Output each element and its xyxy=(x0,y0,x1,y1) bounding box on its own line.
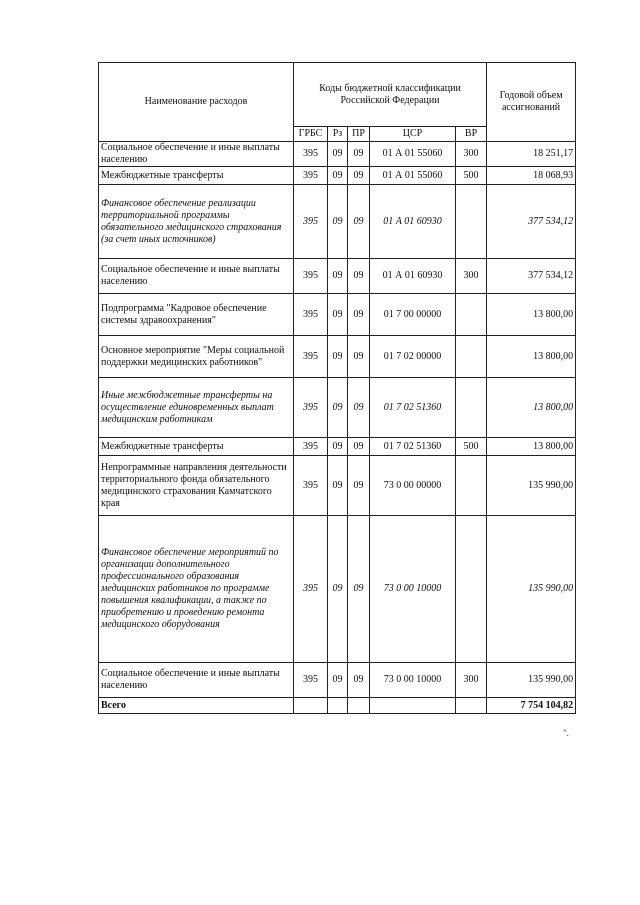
cell-pr: 09 xyxy=(348,167,370,185)
cell-pr: 09 xyxy=(348,259,370,294)
cell-vr: 300 xyxy=(456,259,487,294)
column-header-rz: Рз xyxy=(328,127,348,142)
cell-csr: 73 0 00 00000 xyxy=(370,456,456,516)
table-row xyxy=(99,378,576,438)
cell-grbs: 395 xyxy=(294,378,328,438)
cell-sum: 13 800,00 xyxy=(487,336,576,378)
column-header-sum: Годовой объем ассигнований xyxy=(487,63,576,142)
column-header-grbs: ГРБС xyxy=(294,127,328,142)
cell-pr: 09 xyxy=(348,516,370,663)
header-row xyxy=(99,63,576,127)
empty-cell xyxy=(294,698,328,714)
cell-sum: 18 068,93 xyxy=(487,167,576,185)
cell-grbs: 395 xyxy=(294,438,328,456)
cell-name: Социальное обеспечение и иные выплаты населению xyxy=(99,142,294,167)
cell-csr: 01 7 00 00000 xyxy=(370,294,456,336)
cell-name: Социальное обеспечение и иные выплаты населению xyxy=(99,259,294,294)
cell-name: Социальное обеспечение и иные выплаты населению xyxy=(99,663,294,698)
table-row xyxy=(99,336,576,378)
cell-rz: 09 xyxy=(328,516,348,663)
cell-pr: 09 xyxy=(348,663,370,698)
cell-grbs: 395 xyxy=(294,259,328,294)
cell-vr: 500 xyxy=(456,438,487,456)
column-header-csr: ЦСР xyxy=(370,127,456,142)
table-row xyxy=(99,167,576,185)
table-row xyxy=(99,185,576,259)
cell-vr xyxy=(456,456,487,516)
cell-name: Межбюджетные трансферты xyxy=(99,167,294,185)
column-header-vr: ВР xyxy=(456,127,487,142)
cell-rz: 09 xyxy=(328,336,348,378)
cell-name: Подпрограмма "Кадровое обеспечение системы здравоохранения" xyxy=(99,294,294,336)
cell-grbs: 395 xyxy=(294,167,328,185)
column-header-name: Наименование расходов xyxy=(99,63,294,142)
cell-grbs: 395 xyxy=(294,142,328,167)
cell-name: Межбюджетные трансферты xyxy=(99,438,294,456)
cell-sum: 13 800,00 xyxy=(487,378,576,438)
table-row xyxy=(99,438,576,456)
cell-rz: 09 xyxy=(328,167,348,185)
cell-rz: 09 xyxy=(328,438,348,456)
cell-sum: 135 990,00 xyxy=(487,663,576,698)
cell-name: Финансовое обеспечение мероприятий по организации дополнительного профессионального образования медицинских работников по программе повышения квалификации, а также по приобретению и проведению ремонта медицинского оборудования xyxy=(99,516,294,663)
table-row xyxy=(99,294,576,336)
cell-name: Непрограммные направления деятельности территориального фонда обязательного медицинского страхования Камчатского края xyxy=(99,456,294,516)
cell-sum: 135 990,00 xyxy=(487,456,576,516)
cell-pr: 09 xyxy=(348,456,370,516)
cell-vr: 300 xyxy=(456,142,487,167)
cell-csr: 73 0 00 10000 xyxy=(370,663,456,698)
cell-vr: 300 xyxy=(456,663,487,698)
cell-sum: 377 534,12 xyxy=(487,185,576,259)
cell-pr: 09 xyxy=(348,378,370,438)
empty-cell xyxy=(328,698,348,714)
cell-rz: 09 xyxy=(328,663,348,698)
cell-csr: 01 А 01 60930 xyxy=(370,259,456,294)
table-row xyxy=(99,663,576,698)
cell-sum: 13 800,00 xyxy=(487,294,576,336)
cell-vr: 500 xyxy=(456,167,487,185)
column-header-codes: Коды бюджетной классификации Российской Федерации xyxy=(294,63,487,127)
cell-sum: 135 990,00 xyxy=(487,516,576,663)
empty-cell xyxy=(348,698,370,714)
cell-rz: 09 xyxy=(328,142,348,167)
cell-grbs: 395 xyxy=(294,185,328,259)
empty-cell xyxy=(370,698,456,714)
cell-csr: 01 А 01 60930 xyxy=(370,185,456,259)
cell-grbs: 395 xyxy=(294,294,328,336)
cell-pr: 09 xyxy=(348,185,370,259)
table-row xyxy=(99,456,576,516)
cell-grbs: 395 xyxy=(294,456,328,516)
cell-name: Иные межбюджетные трансферты на осуществление единовременных выплат медицинским работникам xyxy=(99,378,294,438)
closing-quote-mark: ". xyxy=(563,728,569,738)
cell-pr: 09 xyxy=(348,142,370,167)
budget-table xyxy=(98,62,576,714)
table-row xyxy=(99,516,576,663)
cell-vr xyxy=(456,294,487,336)
cell-rz: 09 xyxy=(328,294,348,336)
column-header-pr: ПР xyxy=(348,127,370,142)
cell-csr: 01 А 01 55060 xyxy=(370,167,456,185)
cell-vr xyxy=(456,185,487,259)
cell-sum: 377 534,12 xyxy=(487,259,576,294)
cell-grbs: 395 xyxy=(294,663,328,698)
cell-pr: 09 xyxy=(348,438,370,456)
table-row xyxy=(99,142,576,167)
cell-csr: 73 0 00 10000 xyxy=(370,516,456,663)
cell-vr xyxy=(456,516,487,663)
cell-vr xyxy=(456,378,487,438)
cell-name: Финансовое обеспечение реализации территориальной программы обязательного медицинского страхования (за счет иных источников) xyxy=(99,185,294,259)
cell-sum: 13 800,00 xyxy=(487,438,576,456)
cell-rz: 09 xyxy=(328,185,348,259)
cell-grbs: 395 xyxy=(294,516,328,663)
cell-rz: 09 xyxy=(328,456,348,516)
cell-csr: 01 7 02 00000 xyxy=(370,336,456,378)
cell-sum: 18 251,17 xyxy=(487,142,576,167)
table-row xyxy=(99,259,576,294)
cell-rz: 09 xyxy=(328,378,348,438)
cell-csr: 01 А 01 55060 xyxy=(370,142,456,167)
total-sum: 7 754 104,82 xyxy=(487,698,576,714)
cell-pr: 09 xyxy=(348,294,370,336)
empty-cell xyxy=(456,698,487,714)
cell-csr: 01 7 02 51360 xyxy=(370,438,456,456)
total-row xyxy=(99,698,576,714)
cell-pr: 09 xyxy=(348,336,370,378)
cell-name: Основное мероприятие "Меры социальной поддержки медицинских работников" xyxy=(99,336,294,378)
cell-grbs: 395 xyxy=(294,336,328,378)
cell-csr: 01 7 02 51360 xyxy=(370,378,456,438)
cell-vr xyxy=(456,336,487,378)
cell-rz: 09 xyxy=(328,259,348,294)
total-label: Всего xyxy=(99,698,294,714)
